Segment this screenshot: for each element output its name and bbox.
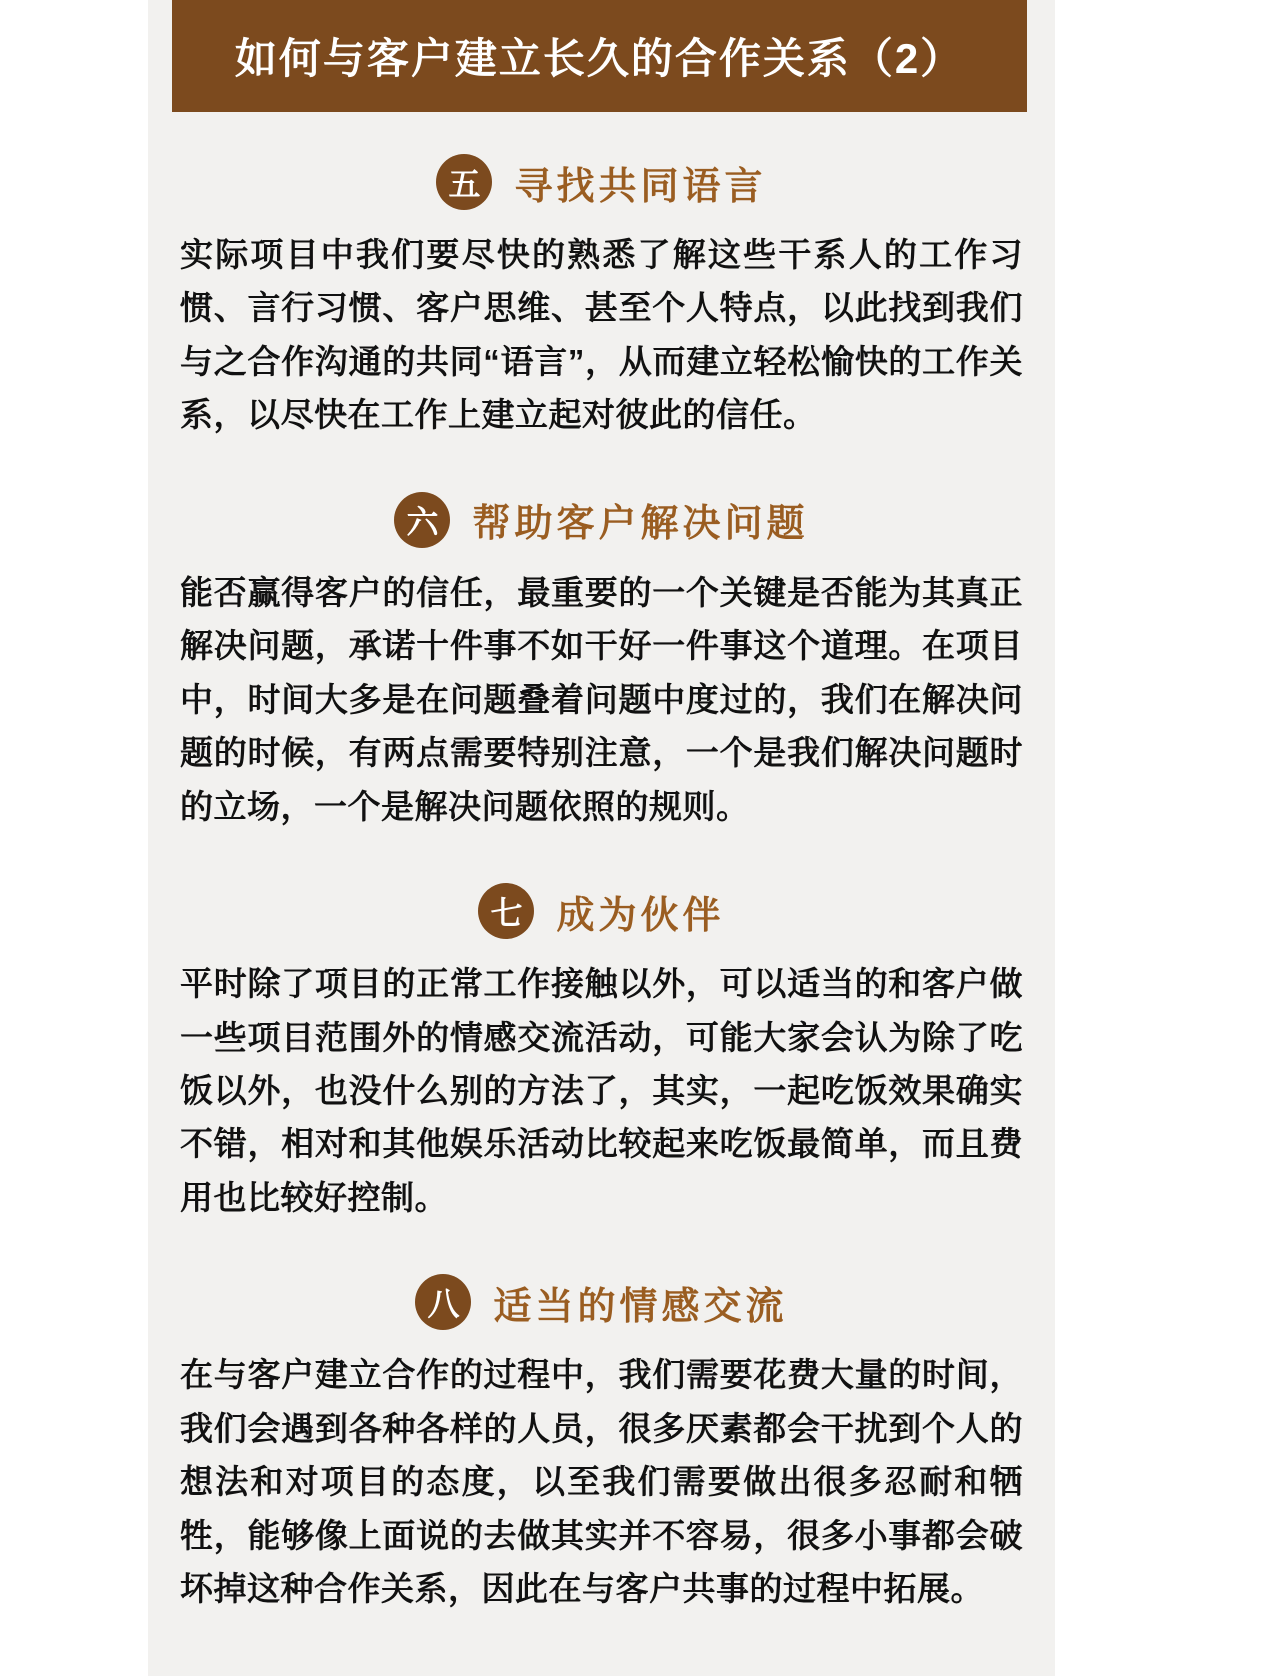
- section-title: 寻找共同语言: [514, 165, 767, 208]
- section-heading-row: [148, 492, 1055, 548]
- section-five: [148, 154, 1055, 456]
- section-paragraph: 平时除了项目的正常工作接触以外，可以适当的和客户做一些项目范围外的情感交流活动，可能大家会认为除了吃饭以外，也没什么别的方法了，其实，一起吃饭效果确实不错，相对和其他娱乐活动比较起来吃饭最简单，而且费用也比较好控制。: [180, 965, 1023, 1216]
- section-heading-row: [148, 154, 1055, 210]
- section-title: 适当的情感交流: [493, 1285, 788, 1328]
- article-body: [148, 112, 1055, 1630]
- section-number-badge: 五: [436, 154, 492, 210]
- page-title: 如何与客户建立长久的合作关系（2）: [234, 35, 965, 82]
- section-eight: [148, 1274, 1055, 1629]
- section-paragraph: 在与客户建立合作的过程中，我们需要花费大量的时间，我们会遇到各种各样的人员，很多厌素都会干扰到个人的想法和对项目的态度，以至我们需要做出很多忍耐和牺牲，能够像上面说的去做其实并不容易，很多小事都会破坏掉这种合作关系，因此在与客户共事的过程中拓展。: [180, 1356, 1023, 1608]
- section-title: 帮助客户解决问题: [472, 503, 809, 546]
- section-paragraph: 实际项目中我们要尽快的熟悉了解这些干系人的工作习惯、言行习惯、客户思维、甚至个人特点，以此找到我们与之合作沟通的共同“语言”，从而建立轻松愉快的工作关系，以尽快在工作上建立起对彼此的信任。: [180, 236, 1023, 434]
- section-paragraph: 能否赢得客户的信任，最重要的一个关键是否能为其真正解决问题，承诺十件事不如干好一件事这个道理。在项目中，时间大多是在问题叠着问题中度过的，我们在解决问题的时候，有两点需要特别注意，一个是我们解决问题时的立场，一个是解决问题依照的规则。: [180, 573, 1023, 825]
- section-heading-row: [148, 1274, 1055, 1330]
- section-title: 成为伙伴: [556, 894, 725, 937]
- section-heading-row: [148, 883, 1055, 939]
- section-seven: [148, 883, 1055, 1238]
- section-number-badge: 七: [478, 883, 534, 939]
- article-title-banner: [172, 0, 1027, 112]
- section-number-badge: 八: [415, 1274, 471, 1330]
- section-six: [148, 492, 1055, 847]
- section-number-badge: 六: [394, 492, 450, 548]
